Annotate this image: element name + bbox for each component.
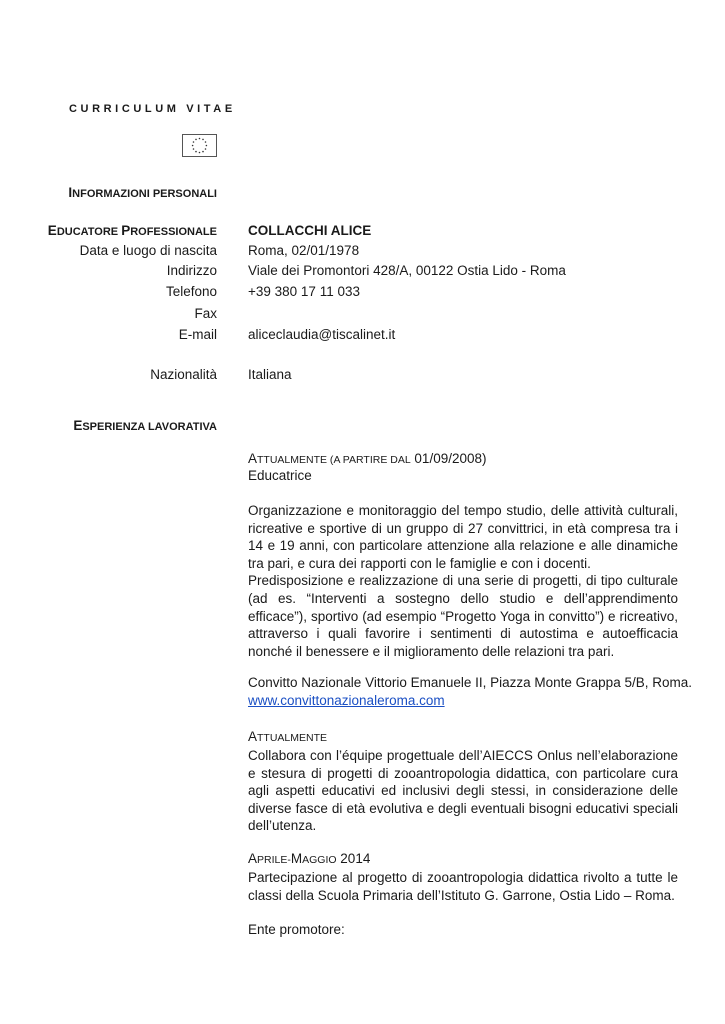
job-1-employer: Convitto Nazionale Vittorio Emanuele II, Piazza Monte Grappa 5/B, Roma.: [248, 675, 692, 690]
address-value: Viale dei Promontori 428/A, 00122 Ostia Lido - Roma: [248, 263, 566, 278]
email-label: E-mail: [178, 327, 217, 342]
fax-label: Fax: [194, 306, 217, 321]
eu-flag-icon: [182, 134, 217, 157]
personal-info-heading: INFORMAZIONI PERSONALI: [68, 185, 217, 200]
job-3-description: [248, 869, 678, 904]
birth-value: Roma, 02/01/1978: [248, 243, 360, 258]
address-label: Indirizzo: [166, 263, 217, 278]
job-1-description: [248, 502, 678, 660]
professional-role: EDUCATORE PROFESSIONALE: [47, 223, 217, 238]
phone-value: +39 380 17 11 033: [248, 284, 360, 299]
nationality-label: Nazionalità: [150, 367, 217, 382]
job-2-description: [248, 747, 678, 835]
job-3-date: APRILE-MAGGIO 2014: [248, 851, 371, 866]
job-2-description-para: Collabora con l’équipe progettuale dell’AIECCS Onlus nell’elaborazione e stesura di progetti di zooantropologia didattica, con particolare cura agli aspetti educativi ed inclusivi degli stessi, in considerazione delle diverse fasce di età evolutiva e degli eventuali bisogni educativi speciali dell’utenza.: [248, 748, 678, 834]
job-1-date: ATTUALMENTE (A PARTIRE DAL 01/09/2008): [248, 451, 487, 466]
cv-title: CURRICULUM VITAE: [69, 103, 236, 115]
work-experience-heading: ESPERIENZA LAVORATIVA: [73, 418, 217, 433]
job-3-promoter-label: Ente promotore:: [248, 922, 345, 937]
job-1-description-para-1: Organizzazione e monitoraggio del tempo studio, delle attività culturali, ricreative e sportive di un gruppo di 27 convittrici, in età compresa tra i 14 e 19 anni, con particolare attenzione alla relazione e alle dinamiche tra pari, e cura dei rapporti con le famiglie e con i docenti.: [248, 503, 678, 571]
nationality-value: Italiana: [248, 367, 292, 382]
phone-label: Telefono: [165, 284, 217, 299]
birth-label: Data e luogo di nascita: [79, 243, 217, 258]
full-name: COLLACCHI ALICE: [248, 223, 372, 238]
job-3-description-para: Partecipazione al progetto di zooantropologia didattica rivolto a tutte le classi della Scuola Primaria dell’Istituto G. Garrone, Ostia Lido – Roma.: [248, 870, 678, 903]
job-1-role: Educatrice: [248, 468, 312, 483]
job-1-description-para-2: Predisposizione e realizzazione di una serie di progetti, di tipo culturale (ad es. “Interventi a sostegno dello studio e dell’apprendimento efficace”), sportivo (ad esempio “Progetto Yoga in convitto”) e ricreativo, attraverso i quali favorire i sentimenti di autostima e autoefficacia nonché il benessere e il miglioramento delle relazioni tra pari.: [248, 573, 678, 659]
job-2-date: ATTUALMENTE: [248, 729, 328, 744]
email-value: aliceclaudia@tiscalinet.it: [248, 327, 396, 342]
job-1-website-link[interactable]: www.convittonazionaleroma.com: [248, 693, 445, 708]
